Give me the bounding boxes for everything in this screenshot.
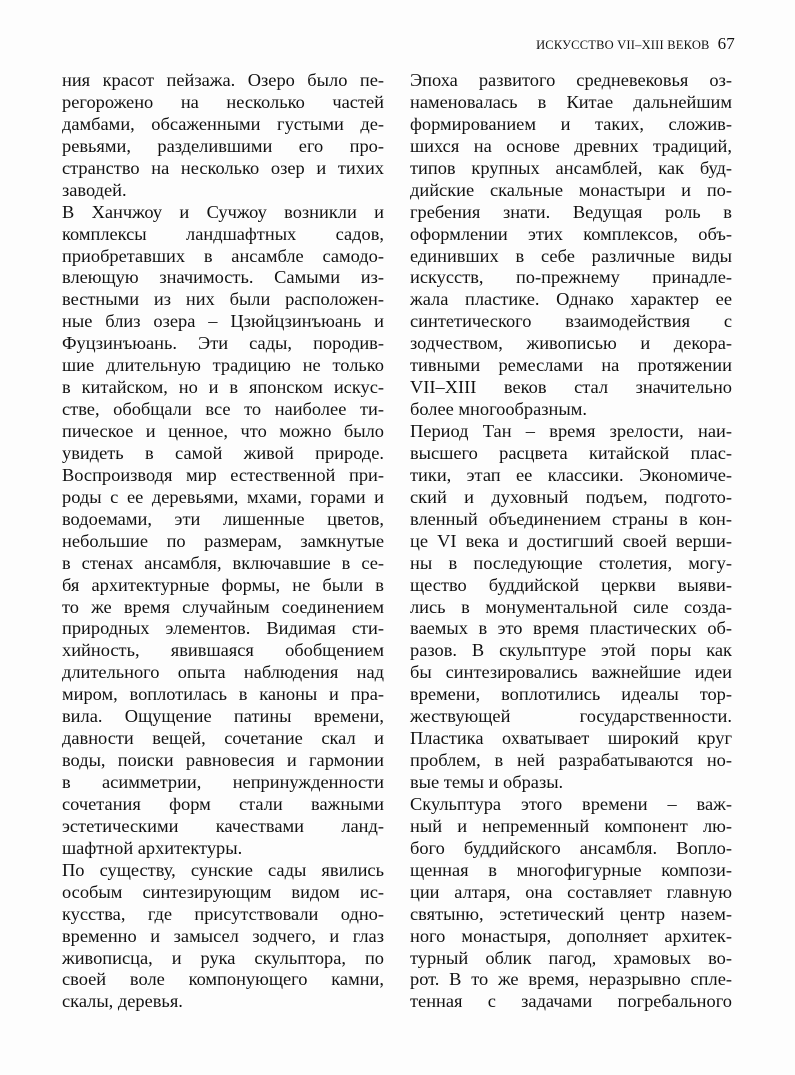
text-line: вленный объединением страны в кон- [410,508,732,529]
text-line: хийность, явившаяся обобщением [62,640,384,661]
page-number: 67 [717,34,735,53]
text-line: По существу, сунские сады явились [62,859,384,880]
running-head [536,34,735,54]
text-line: особым синтезирующим видом ис- [62,881,384,902]
text-line: формированием и таких, сложив- [410,113,732,134]
text-line: странство на несколько озер и тихих [62,157,384,178]
text-line: водоемами, эти лишенные цветов, [62,508,384,529]
text-line: вила. Ощущение патины времени, [62,706,384,727]
text-line: стве, обобщали все то наиболее ти- [62,399,384,420]
text-line: В Ханчжоу и Сучжоу возникли и [62,201,384,222]
text-line: высшего расцвета китайской плас- [410,442,732,463]
text-line: времени, воплотились идеалы тор- [410,684,732,705]
text-line: давности вещей, сочетание скал и [62,728,384,749]
text-line: зодчеством, живописью и декора- [410,333,732,354]
text-line: бы синтезировались важнейшие идеи [410,662,732,683]
text-line: проблем, в ней разрабатываются но- [410,750,732,771]
running-title: ИСКУССТВО VII–XIII ВЕКОВ [536,38,710,52]
text-line: лись в монументальной силе созда- [410,596,732,617]
text-line: приобретавших в ансамбле самодо- [62,245,384,266]
text-line: шафтной архитектуры. [62,837,243,858]
text-line: тики, этап ее классики. Экономиче- [410,464,732,485]
text-line: ны в последующие столетия, могу- [410,552,732,573]
text-line: ский и духовный подъем, подгото- [410,486,732,507]
text-line: живописца, и рука скульптора, по [62,947,384,968]
text-line: вестными из них были расположен- [62,289,384,310]
text-line: эстетическими качествами ланд- [62,815,384,836]
text-line: шихся на основе древних традиций, [410,135,732,156]
text-line: шие длительную традицию не только [62,355,384,376]
text-line: Пластика охватывает широкий круг [410,728,732,749]
text-line: временно и замысел зодчего, и глаз [62,925,384,946]
text-line: бого буддийского ансамбля. Вопло- [410,837,732,858]
text-line: небольшие по размерам, замкнутые [62,530,384,551]
text-line: вые темы и образы. [410,772,564,792]
text-line: Воспроизводя мир естественной при- [62,464,384,485]
text-line: ного монастыря, дополняет архитек- [410,925,732,946]
text-line: щество буддийской церкви выяви- [410,574,732,595]
text-line: ревьями, разделившими его про- [62,135,384,156]
text-line: Эпоха развитого средневековья оз- [410,70,732,90]
text-line: дамбами, обсаженными густыми де- [62,113,384,134]
text-line: гребения знати. Ведущая роль в [410,201,732,222]
text-line: дийские скальные монастыри и по- [410,179,732,200]
text-line: Фуцзинъюань. Эти сады, породив- [62,333,384,354]
text-line: ные близ озера – Цзюйцзинъюань и [62,311,384,332]
text-line: Период Тан – время зрелости, наи- [410,421,732,441]
text-line: оформлении этих комплексов, объ- [410,223,732,244]
text-line: разов. В скульптуре этой поры как [410,640,732,661]
text-line: наменовалась в Китае дальнейшим [410,91,732,112]
text-line: роды с ее деревьями, мхами, горами и [62,486,384,507]
text-line: увидеть в самой живой природе. [62,442,384,463]
text-line: турный облик пагод, храмовых во- [410,947,732,968]
text-line: це VI века и достигший своей верши- [410,530,732,551]
text-line: в асимметрии, непринужденности [62,772,384,792]
text-line: длительного опыта наблюдения над [62,662,384,683]
text-line: жала пластике. Однако характер ее [410,289,732,310]
text-line: своей воле компонующего камни, [62,969,384,990]
text-line: миром, воплотилась в каноны и пра- [62,684,384,705]
text-line: ции алтаря, она составляет главную [410,881,732,902]
left-text-column [62,70,384,1013]
text-line: бя архитектурные формы, не были в [62,574,384,595]
text-line: VII–XIII веков стал значительно [410,377,732,398]
text-line: Скульптура этого времени – важ- [410,793,732,814]
text-line: влеющую значимость. Самыми из- [62,267,384,288]
text-line: искусств, по-прежнему принадле- [410,267,732,288]
text-line: скалы, деревья. [62,991,183,1012]
text-line: более многообразным. [410,399,587,420]
text-line: щенная в многофигурные компози- [410,859,732,880]
text-line: ваемых в это время пластических об- [410,618,732,639]
right-text-column [410,70,732,1013]
text-line: синтетического взаимодействия с [410,311,732,332]
text-line: ный и непременный компонент лю- [410,815,732,836]
text-line: заводей. [62,179,127,200]
text-line: регорожено на несколько частей [62,91,384,112]
text-line: сочетания форм стали важными [62,793,384,814]
text-line: пическое и ценное, что можно было [62,421,384,441]
text-line: в китайском, но и в японском искус- [62,377,384,398]
text-line: рот. В то же время, неразрывно спле- [410,969,732,990]
text-line: кусства, где присутствовали одно- [62,903,384,924]
text-line: тенная с задачами погребального [410,991,732,1012]
text-line: ния красот пейзажа. Озеро было пе- [62,70,384,90]
text-line: комплексы ландшафтных садов, [62,223,384,244]
text-line: в стенах ансамбля, включавшие в се- [62,552,384,573]
text-line: жествующей государственности. [410,706,732,727]
text-line: воды, поиски равновесия и гармонии [62,750,384,771]
text-line: типов крупных ансамблей, как буд- [410,157,732,178]
text-line: единивших в себе различные виды [410,245,732,266]
text-line: то же время случайным соединением [62,596,384,617]
text-line: святыню, эстетический центр назем- [410,903,732,924]
text-line: тивными ремеслами на протяжении [410,355,732,376]
text-line: природных элементов. Видимая сти- [62,618,384,639]
